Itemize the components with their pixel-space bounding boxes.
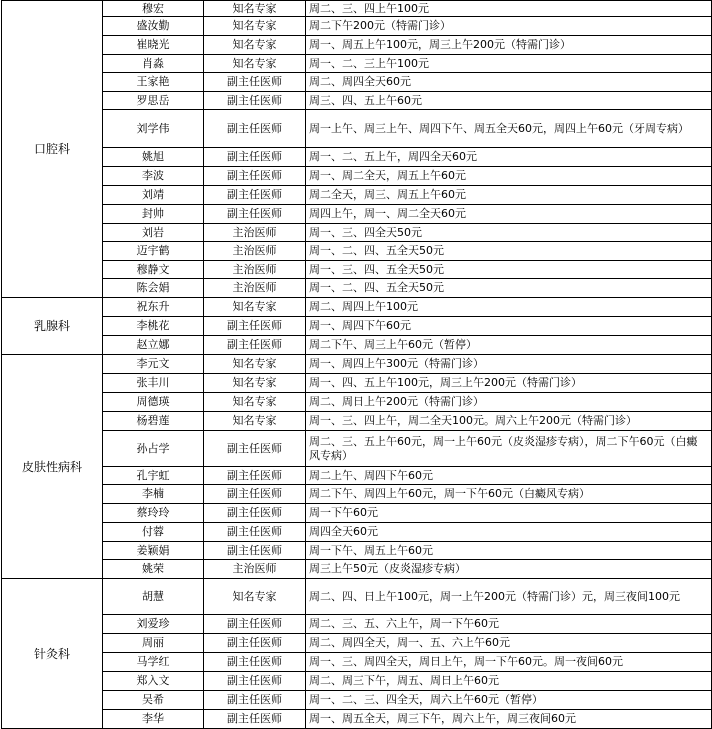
doctor-name-cell: 李桃花	[103, 317, 204, 336]
doctor-name-cell: 吴希	[103, 691, 204, 710]
doctor-name-cell: 周丽	[103, 634, 204, 653]
doctor-name-cell: 陈会娟	[103, 279, 204, 298]
schedule-table-body	[2, 1, 712, 729]
table-row	[2, 17, 712, 36]
doctor-title-cell: 知名专家	[204, 393, 306, 412]
doctor-title-cell: 知名专家	[204, 374, 306, 393]
table-row	[2, 92, 712, 110]
doctor-title-cell: 主治医师	[204, 242, 306, 261]
doctor-title-cell: 副主任医师	[204, 615, 306, 634]
table-row	[2, 431, 712, 467]
schedule-cell: 周一、二、三上午100元	[306, 55, 712, 73]
doctor-name-cell: 穆宏	[103, 1, 204, 17]
doctor-title-cell: 知名专家	[204, 1, 306, 17]
doctor-name-cell: 刘学伟	[103, 110, 204, 148]
table-row	[2, 279, 712, 298]
schedule-cell: 周二、周日上午200元（特需门诊）	[306, 393, 712, 412]
doctor-name-cell: 崔晓光	[103, 36, 204, 55]
schedule-cell: 周一、周四上午300元（特需门诊）	[306, 355, 712, 374]
schedule-cell: 周一下午60元	[306, 504, 712, 523]
table-row	[2, 148, 712, 167]
doctor-title-cell: 副主任医师	[204, 653, 306, 672]
doctor-title-cell: 副主任医师	[204, 186, 306, 205]
doctor-name-cell: 孔宇虹	[103, 467, 204, 485]
doctor-name-cell: 迈宇鹤	[103, 242, 204, 261]
table-row	[2, 672, 712, 691]
table-row	[2, 653, 712, 672]
schedule-cell: 周一、三、四全天50元	[306, 224, 712, 242]
doctor-title-cell: 副主任医师	[204, 672, 306, 691]
table-row	[2, 710, 712, 729]
doctor-title-cell: 主治医师	[204, 560, 306, 579]
doctor-title-cell: 知名专家	[204, 355, 306, 374]
doctor-title-cell: 知名专家	[204, 36, 306, 55]
table-row	[2, 224, 712, 242]
schedule-cell: 周一、三、四、五全天50元	[306, 261, 712, 279]
doctor-name-cell: 肖淼	[103, 55, 204, 73]
doctor-name-cell: 刘爱珍	[103, 615, 204, 634]
doctor-title-cell: 知名专家	[204, 579, 306, 615]
doctor-title-cell: 副主任医师	[204, 110, 306, 148]
schedule-cell: 周一、三、四上午，周二全天100元。周六上午200元（特需门诊）	[306, 412, 712, 431]
schedule-cell: 周二、周三下午，周五、周日上午60元	[306, 672, 712, 691]
schedule-cell: 周一、二、四、五全天50元	[306, 242, 712, 261]
doctor-title-cell: 副主任医师	[204, 542, 306, 560]
schedule-cell: 周二下午200元（特需门诊）	[306, 17, 712, 36]
table-row	[2, 186, 712, 205]
doctor-title-cell: 知名专家	[204, 17, 306, 36]
doctor-name-cell: 李波	[103, 167, 204, 186]
doctor-name-cell: 盛汝勤	[103, 17, 204, 36]
table-row	[2, 298, 712, 317]
doctor-name-cell: 赵立娜	[103, 336, 204, 355]
doctor-title-cell: 副主任医师	[204, 73, 306, 92]
table-row	[2, 412, 712, 431]
table-row	[2, 261, 712, 279]
doctor-title-cell: 副主任医师	[204, 710, 306, 729]
table-row	[2, 317, 712, 336]
schedule-cell: 周一、周四下午60元	[306, 317, 712, 336]
schedule-cell: 周一下午、周五上午60元	[306, 542, 712, 560]
schedule-cell: 周二、三、四上午100元	[306, 1, 712, 17]
table-row	[2, 542, 712, 560]
doctor-name-cell: 马学红	[103, 653, 204, 672]
doctor-name-cell: 刘岩	[103, 224, 204, 242]
doctor-name-cell: 李元文	[103, 355, 204, 374]
table-row	[2, 374, 712, 393]
table-row	[2, 167, 712, 186]
table-row	[2, 55, 712, 73]
doctor-title-cell: 副主任医师	[204, 467, 306, 485]
table-row	[2, 691, 712, 710]
doctor-title-cell: 主治医师	[204, 224, 306, 242]
schedule-cell: 周一、二、四、五全天50元	[306, 279, 712, 298]
doctor-schedule-table	[1, 0, 712, 729]
schedule-cell: 周二、周四全天，周一、五、六上午60元	[306, 634, 712, 653]
table-row	[2, 615, 712, 634]
schedule-cell: 周四上午，周一、周二全天60元	[306, 205, 712, 224]
doctor-name-cell: 姚荣	[103, 560, 204, 579]
table-row	[2, 36, 712, 55]
doctor-title-cell: 知名专家	[204, 55, 306, 73]
doctor-name-cell: 胡慧	[103, 579, 204, 615]
doctor-title-cell: 副主任医师	[204, 504, 306, 523]
schedule-cell: 周二、四、日上午100元，周一上午200元（特需门诊）元，周三夜间100元	[306, 579, 712, 615]
schedule-cell: 周二下午、周四上午60元，周一下午60元（白癜风专病）	[306, 485, 712, 504]
department-cell: 乳腺科	[2, 298, 103, 355]
schedule-cell: 周一、四、五上午100元，周三上午200元（特需门诊）	[306, 374, 712, 393]
schedule-cell: 周一、周二全天，周五上午60元	[306, 167, 712, 186]
table-row	[2, 560, 712, 579]
department-cell: 口腔科	[2, 1, 103, 298]
doctor-title-cell: 主治医师	[204, 279, 306, 298]
table-row	[2, 393, 712, 412]
schedule-cell: 周三上午50元（皮炎湿疹专病）	[306, 560, 712, 579]
table-row	[2, 467, 712, 485]
table-row	[2, 355, 712, 374]
doctor-title-cell: 副主任医师	[204, 205, 306, 224]
schedule-cell: 周一、三、周四全天，周日上午，周一下午60元。周一夜间60元	[306, 653, 712, 672]
doctor-name-cell: 杨碧莲	[103, 412, 204, 431]
schedule-cell: 周二、周四上午100元	[306, 298, 712, 317]
table-row	[2, 73, 712, 92]
doctor-name-cell: 李华	[103, 710, 204, 729]
doctor-title-cell: 知名专家	[204, 298, 306, 317]
table-row	[2, 579, 712, 615]
doctor-name-cell: 姜颖娟	[103, 542, 204, 560]
doctor-title-cell: 主治医师	[204, 261, 306, 279]
doctor-name-cell: 张丰川	[103, 374, 204, 393]
doctor-name-cell: 穆静文	[103, 261, 204, 279]
table-row	[2, 336, 712, 355]
schedule-cell: 周二下午、周三上午60元（暂停）	[306, 336, 712, 355]
schedule-cell: 周一、周五全天，周三下午，周六上午，周三夜间60元	[306, 710, 712, 729]
table-row	[2, 485, 712, 504]
doctor-title-cell: 副主任医师	[204, 336, 306, 355]
schedule-cell: 周一上午、周三上午、周四下午、周五全天60元，周四上午60元（牙周专病）	[306, 110, 712, 148]
doctor-name-cell: 周德瑛	[103, 393, 204, 412]
table-row	[2, 205, 712, 224]
doctor-name-cell: 罗思岳	[103, 92, 204, 110]
doctor-name-cell: 付蓉	[103, 523, 204, 542]
doctor-name-cell: 祝东升	[103, 298, 204, 317]
table-row	[2, 1, 712, 17]
schedule-cell: 周四全天60元	[306, 523, 712, 542]
table-row	[2, 634, 712, 653]
table-row	[2, 242, 712, 261]
doctor-name-cell: 郑入文	[103, 672, 204, 691]
table-row	[2, 523, 712, 542]
doctor-title-cell: 副主任医师	[204, 485, 306, 504]
schedule-cell: 周一、二、五上午，周四全天60元	[306, 148, 712, 167]
doctor-title-cell: 副主任医师	[204, 431, 306, 467]
schedule-cell: 周二全天，周三、周五上午60元	[306, 186, 712, 205]
schedule-cell: 周一、周五上午100元，周三上午200元（特需门诊）	[306, 36, 712, 55]
doctor-title-cell: 副主任医师	[204, 317, 306, 336]
doctor-title-cell: 副主任医师	[204, 167, 306, 186]
doctor-title-cell: 知名专家	[204, 412, 306, 431]
table-row	[2, 504, 712, 523]
doctor-name-cell: 刘靖	[103, 186, 204, 205]
doctor-title-cell: 副主任医师	[204, 148, 306, 167]
department-cell: 皮肤性病科	[2, 355, 103, 579]
table-row	[2, 110, 712, 148]
doctor-name-cell: 蔡玲玲	[103, 504, 204, 523]
doctor-name-cell: 姚旭	[103, 148, 204, 167]
doctor-title-cell: 副主任医师	[204, 523, 306, 542]
schedule-cell: 周二、周四全天60元	[306, 73, 712, 92]
doctor-name-cell: 孙占学	[103, 431, 204, 467]
schedule-cell: 周三、四、五上午60元	[306, 92, 712, 110]
doctor-name-cell: 王家艳	[103, 73, 204, 92]
schedule-cell: 周二上午、周四下午60元	[306, 467, 712, 485]
doctor-name-cell: 封帅	[103, 205, 204, 224]
schedule-cell: 周一、二、三、四全天，周六上午60元（暂停）	[306, 691, 712, 710]
schedule-cell: 周二、三、五、六上午，周一下午60元	[306, 615, 712, 634]
schedule-cell: 周二、三、五上午60元，周一上午60元（皮炎湿疹专病），周二下午60元（白癜风专病）	[306, 431, 712, 467]
doctor-title-cell: 副主任医师	[204, 691, 306, 710]
department-cell: 针灸科	[2, 579, 103, 729]
doctor-name-cell: 李楠	[103, 485, 204, 504]
doctor-title-cell: 副主任医师	[204, 634, 306, 653]
doctor-title-cell: 副主任医师	[204, 92, 306, 110]
